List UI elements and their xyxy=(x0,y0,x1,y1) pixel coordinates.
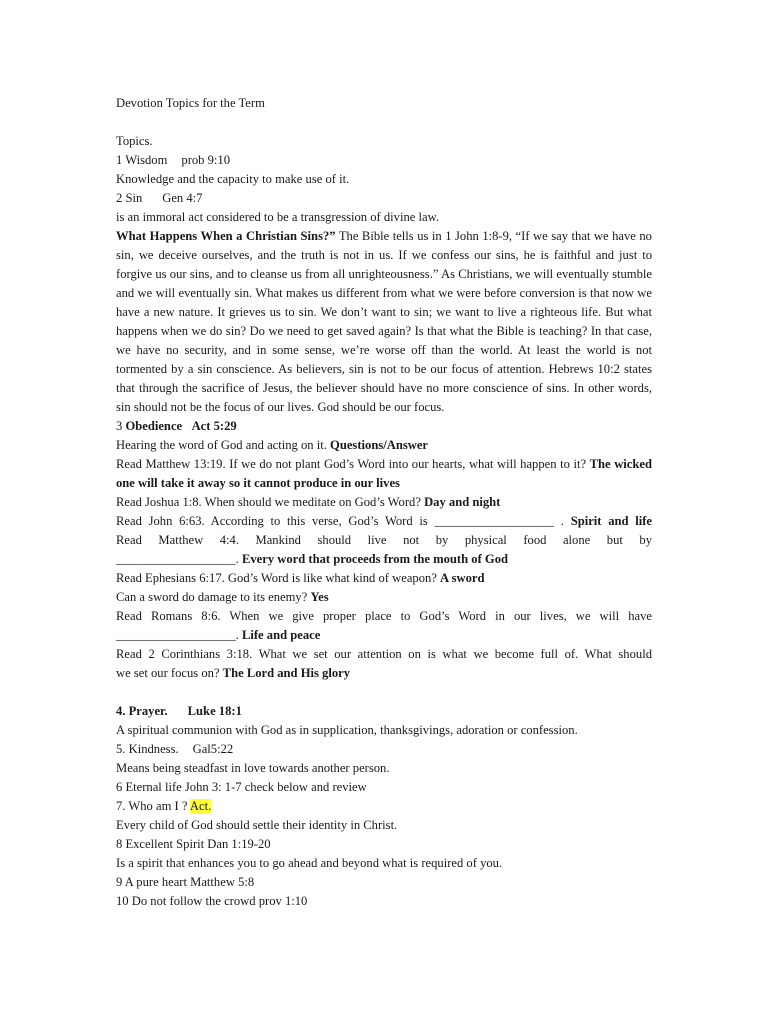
topic-6: 6 Eternal life John 3: 1-7 check below and review xyxy=(116,780,367,794)
topic-2-definition: is an immoral act considered to be a transgression of divine law. xyxy=(116,210,440,224)
document-page xyxy=(116,94,652,911)
question-4-line-1: Read Matthew 4:4. Mankind should live not by physical food alone but by xyxy=(116,533,652,547)
question-2 xyxy=(116,493,652,512)
question-4-answer: Every word that proceeds from the mouth of God xyxy=(241,552,509,566)
topic-1-definition: Knowledge and the capacity to make use of it. xyxy=(116,172,350,186)
question-7-line-2 xyxy=(116,626,652,645)
topic-7-definition: Every child of God should settle their identity in Christ. xyxy=(116,818,398,832)
topic-4-label: 4. Prayer. xyxy=(116,704,168,718)
question-5-answer: A sword xyxy=(440,571,485,585)
sin-paragraph xyxy=(116,227,652,417)
question-3 xyxy=(116,512,652,531)
question-8-answer: The Lord and His glory xyxy=(222,666,351,680)
topic-3-def-text: Hearing the word of God and acting on it. xyxy=(116,438,331,452)
question-7-line-1: Read Romans 8:6. When we give proper place to God’s Word in our lives, we will have xyxy=(116,609,652,623)
topic-3-label: Obedience xyxy=(125,419,183,433)
document-title: Devotion Topics for the Term xyxy=(116,96,265,110)
topic-7-highlighted-ref: Act. xyxy=(189,799,212,813)
question-1-answer: The wicked one will take it away so it cannot produce in our lives xyxy=(116,457,652,490)
sin-body: The Bible tells us in 1 John 1:8-9, “If we say that we have no sin, we deceive ourselves, and the truth is not in us. If we confess our sins, he is faithful and just to forgive us our sins, and to cleanse us from all unrighteousness.” As Christians, we will eventually stumble and we will eventually sin. What makes us different from what we were before conversion is that now we have a new nature. It grieves us to sin. We don’t want to sin; we want to live a righteous life. But what happens when we do sin? Do we need to get saved again? Is that what the Bible is teaching? In that case, we have no security, and in some sense, we’re worse off than the world. At least the world is not tormented by a sin conscience. As believers, sin is not to be our focus of attention. Hebrews 10:2 states that through the sacrifice of Jesus, the believer should have no more conscience of sins. In other words, sin should not be the focus of our lives. God should be our focus. xyxy=(116,229,652,414)
question-3-answer: Spirit and life xyxy=(570,514,652,528)
topic-2-label: 2 Sin xyxy=(116,191,143,205)
question-3-text: Read John 6:63. According to this verse, God’s Word is ___________________ . xyxy=(116,514,571,528)
topic-9: 9 A pure heart Matthew 5:8 xyxy=(116,875,255,889)
topic-8-definition: Is a spirit that enhances you to go ahead and beyond what is required of you. xyxy=(116,856,503,870)
topic-1-label: 1 Wisdom xyxy=(116,153,168,167)
topics-heading: Topics. xyxy=(116,134,153,148)
question-7-blank: ___________________. xyxy=(116,628,242,642)
topic-1 xyxy=(116,151,652,170)
topic-1-ref: prob 9:10 xyxy=(181,153,231,167)
questions-answer-label: Questions/Answer xyxy=(330,438,429,452)
question-5 xyxy=(116,569,652,588)
question-2-text: Read Joshua 1:8. When should we meditate on God’s Word? xyxy=(116,495,425,509)
question-1-text: Read Matthew 13:19. If we do not plant God’s Word into our hearts, what will happen to it? xyxy=(116,457,590,471)
topic-7 xyxy=(116,797,652,816)
topic-4-definition: A spiritual communion with God as in supplication, thanksgivings, adoration or confession. xyxy=(116,723,578,737)
topic-3 xyxy=(116,417,652,436)
question-4-line-2 xyxy=(116,550,652,569)
question-1 xyxy=(116,455,652,493)
question-6-text: Can a sword do damage to its enemy? xyxy=(116,590,311,604)
topic-7-label: 7. Who am I ? xyxy=(116,799,190,813)
topic-3-ref: Act 5:29 xyxy=(191,419,237,433)
blank-line xyxy=(116,683,652,702)
topic-3-definition xyxy=(116,436,652,455)
sin-heading: What Happens When a Christian Sins?” xyxy=(116,229,336,243)
topic-8: 8 Excellent Spirit Dan 1:19-20 xyxy=(116,837,271,851)
topic-2 xyxy=(116,189,652,208)
question-6-answer: Yes xyxy=(310,590,329,604)
topic-4-ref: Luke 18:1 xyxy=(187,704,242,718)
topic-10: 10 Do not follow the crowd prov 1:10 xyxy=(116,894,308,908)
topic-5 xyxy=(116,740,652,759)
question-8-line-2 xyxy=(116,664,652,683)
question-6 xyxy=(116,588,652,607)
question-8-line-1: Read 2 Corinthians 3:18. What we set our attention on is what we become full of. What should xyxy=(116,647,652,661)
blank-line xyxy=(116,113,652,132)
topic-3-num: 3 xyxy=(116,419,126,433)
topic-4 xyxy=(116,702,652,721)
topic-5-definition: Means being steadfast in love towards another person. xyxy=(116,761,390,775)
topic-2-ref: Gen 4:7 xyxy=(162,191,203,205)
question-8-text: we set our focus on? xyxy=(116,666,223,680)
question-5-text: Read Ephesians 6:17. God’s Word is like what kind of weapon? xyxy=(116,571,441,585)
question-7-answer: Life and peace xyxy=(241,628,321,642)
topic-5-ref: Gal5:22 xyxy=(192,742,234,756)
question-4-blank: ___________________. xyxy=(116,552,242,566)
question-2-answer: Day and night xyxy=(424,495,501,509)
topic-5-label: 5. Kindness. xyxy=(116,742,179,756)
